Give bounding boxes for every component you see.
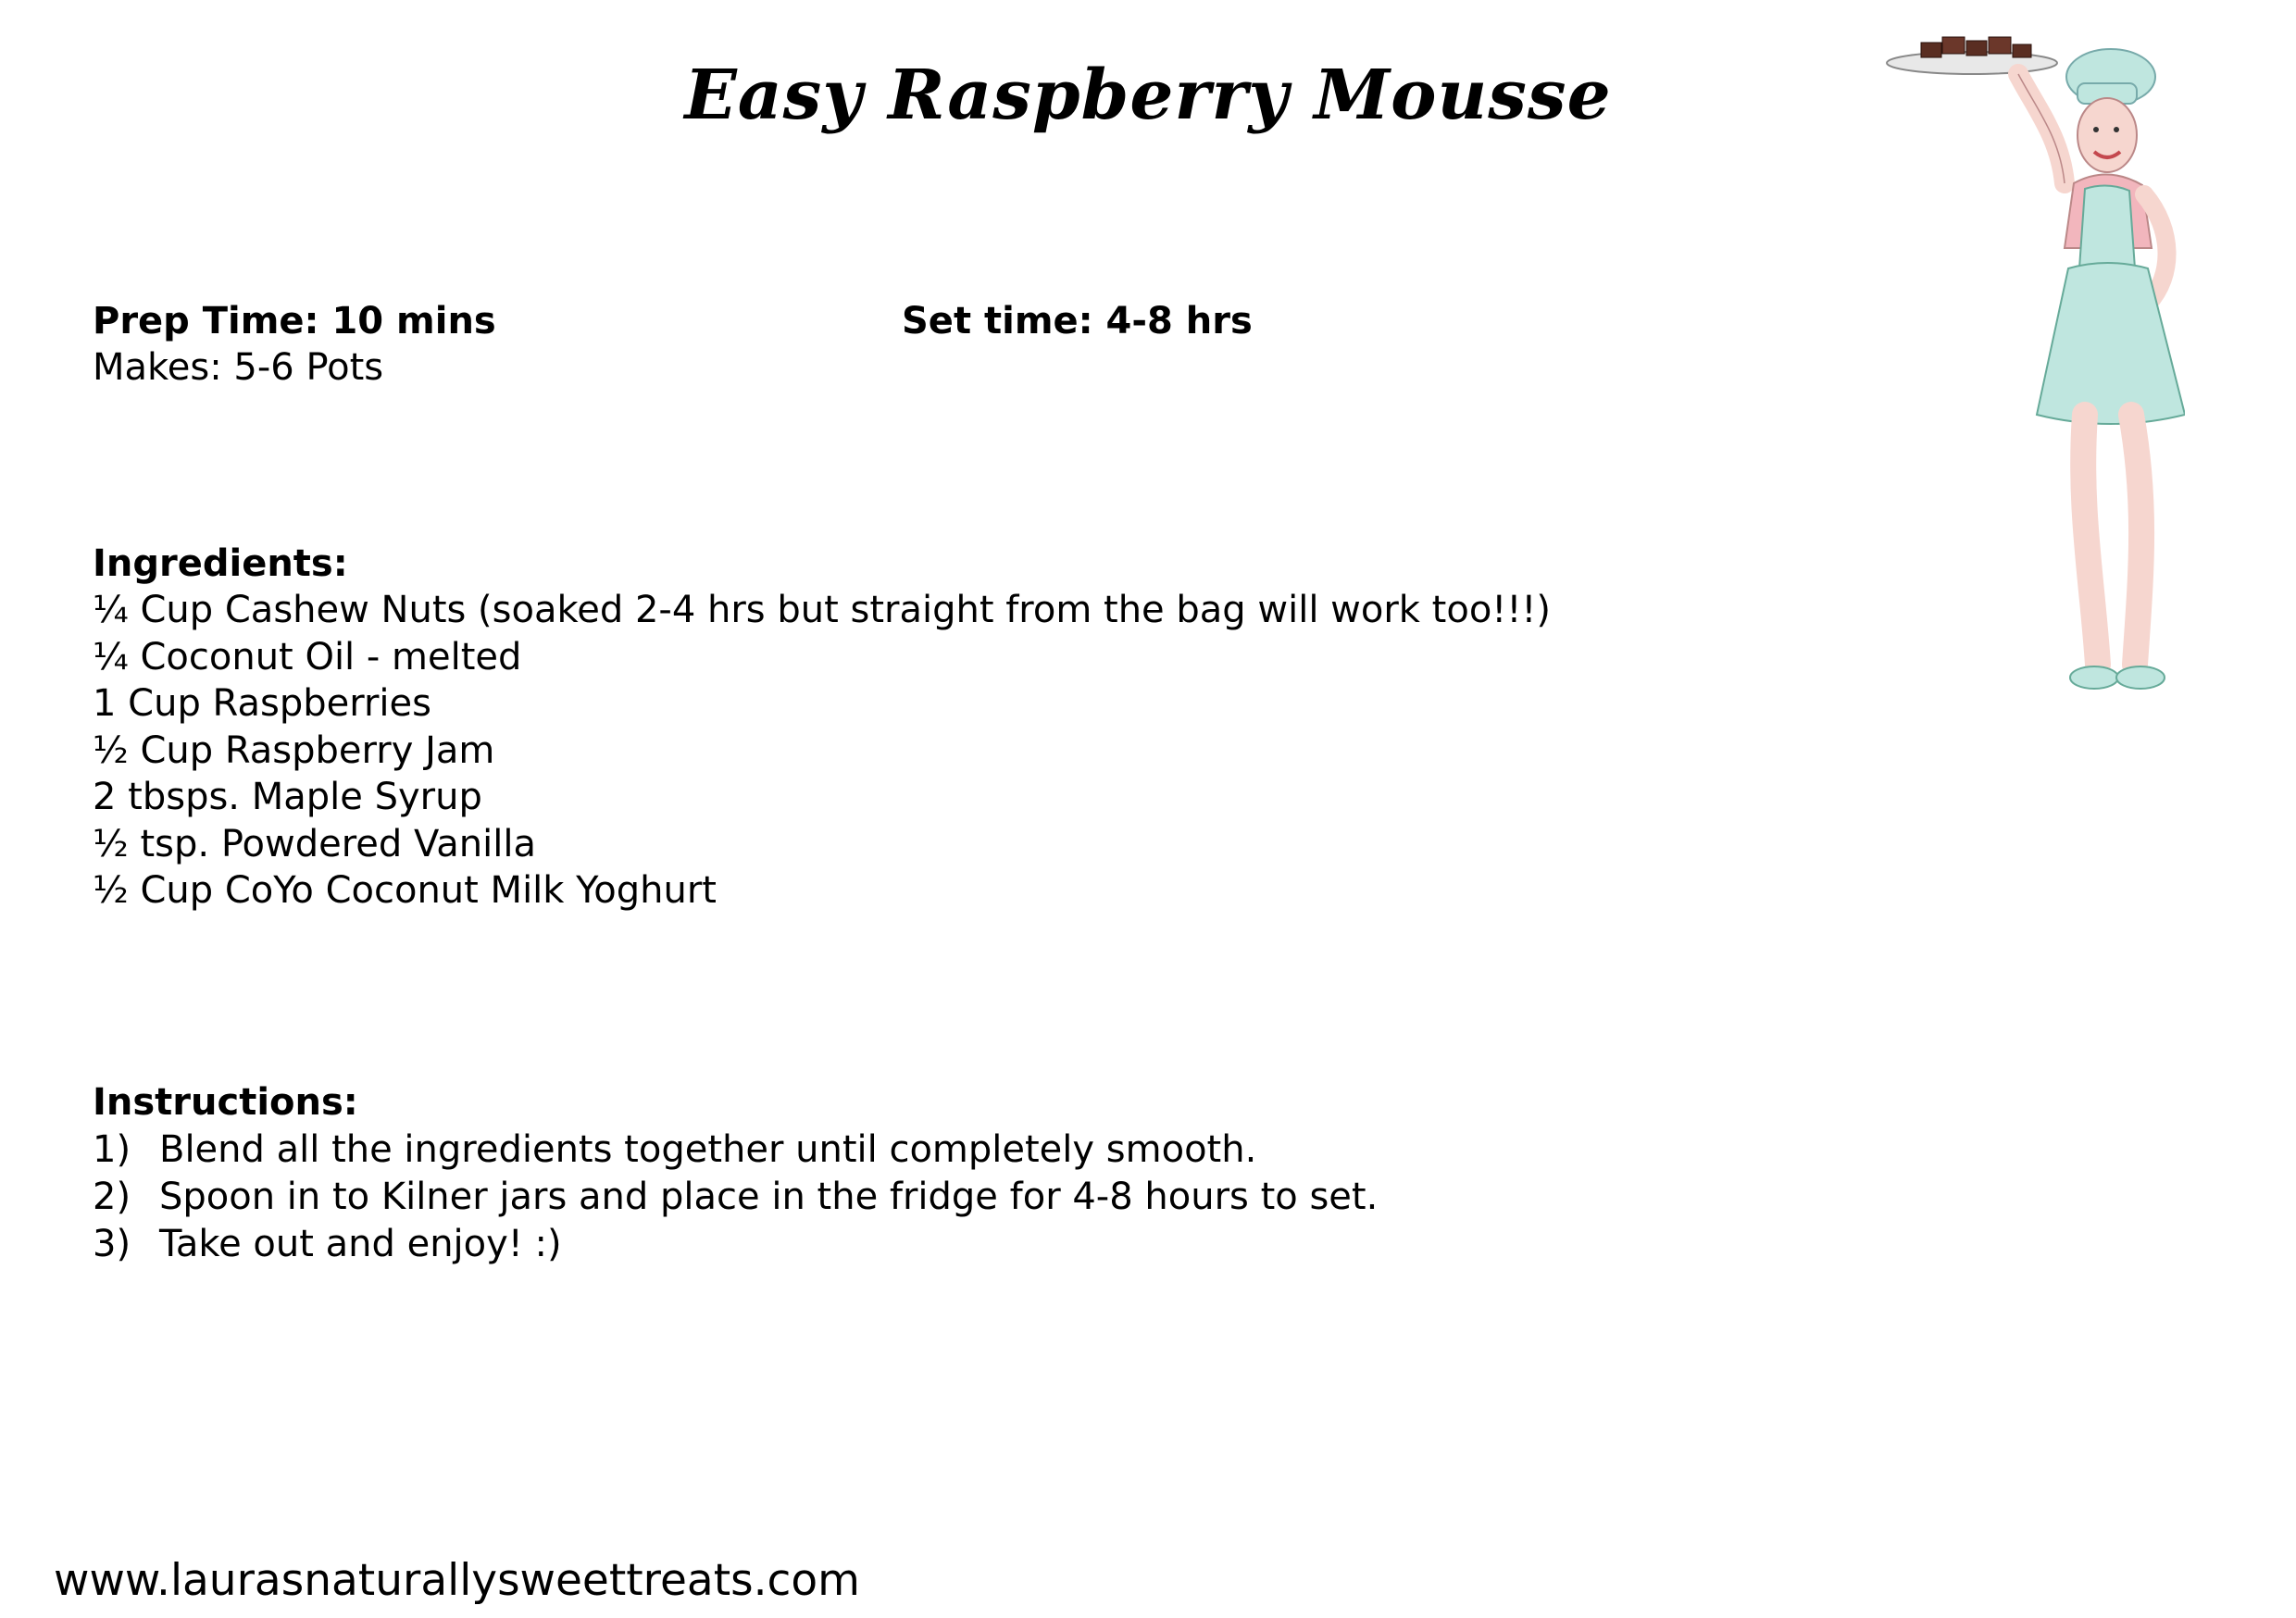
instruction-step [93,1174,1378,1221]
instructions-list [93,1126,1378,1268]
ingredient-item: 1 Cup Raspberries [93,682,431,725]
ingredient-item: ¼ Cup Cashew Nuts (soaked 2-4 hrs but straight from the bag will work too!!!) [93,589,1551,631]
ingredient-item: 2 tbsps. Maple Syrup [93,776,482,818]
step-number: 3) [93,1223,131,1265]
step-number: 1) [93,1128,131,1171]
ingredients-list [93,587,1551,915]
makes-count: Makes: 5-6 Pots [93,346,384,389]
instruction-step [93,1221,1378,1268]
instruction-step [93,1126,1378,1174]
step-text: Spoon in to Kilner jars and place in the fridge for 4-8 hours to set. [159,1176,1379,1218]
instructions-heading: Instructions: [93,1081,358,1124]
ingredient-item: ½ tsp. Powdered Vanilla [93,822,536,865]
step-number: 2) [93,1176,131,1218]
ingredient-item: ½ Cup Raspberry Jam [93,728,495,772]
website-url: www.laurasnaturallysweettreats.com [54,1555,860,1606]
ingredients-heading: Ingredients: [93,542,348,585]
set-time: Set time: 4-8 hrs [902,300,1253,342]
pinup-chef-illustration-icon [1879,26,2185,702]
step-text: Take out and enjoy! :) [159,1223,562,1265]
recipe-title: Easy Raspberry Mousse [684,56,1612,135]
prep-time: Prep Time: 10 mins [93,300,496,342]
step-text: Blend all the ingredients together until completely smooth. [159,1128,1257,1171]
ingredient-item: ½ Cup CoYo Coconut Milk Yoghurt [93,869,717,912]
ingredient-item: ¼ Coconut Oil - melted [93,635,522,678]
